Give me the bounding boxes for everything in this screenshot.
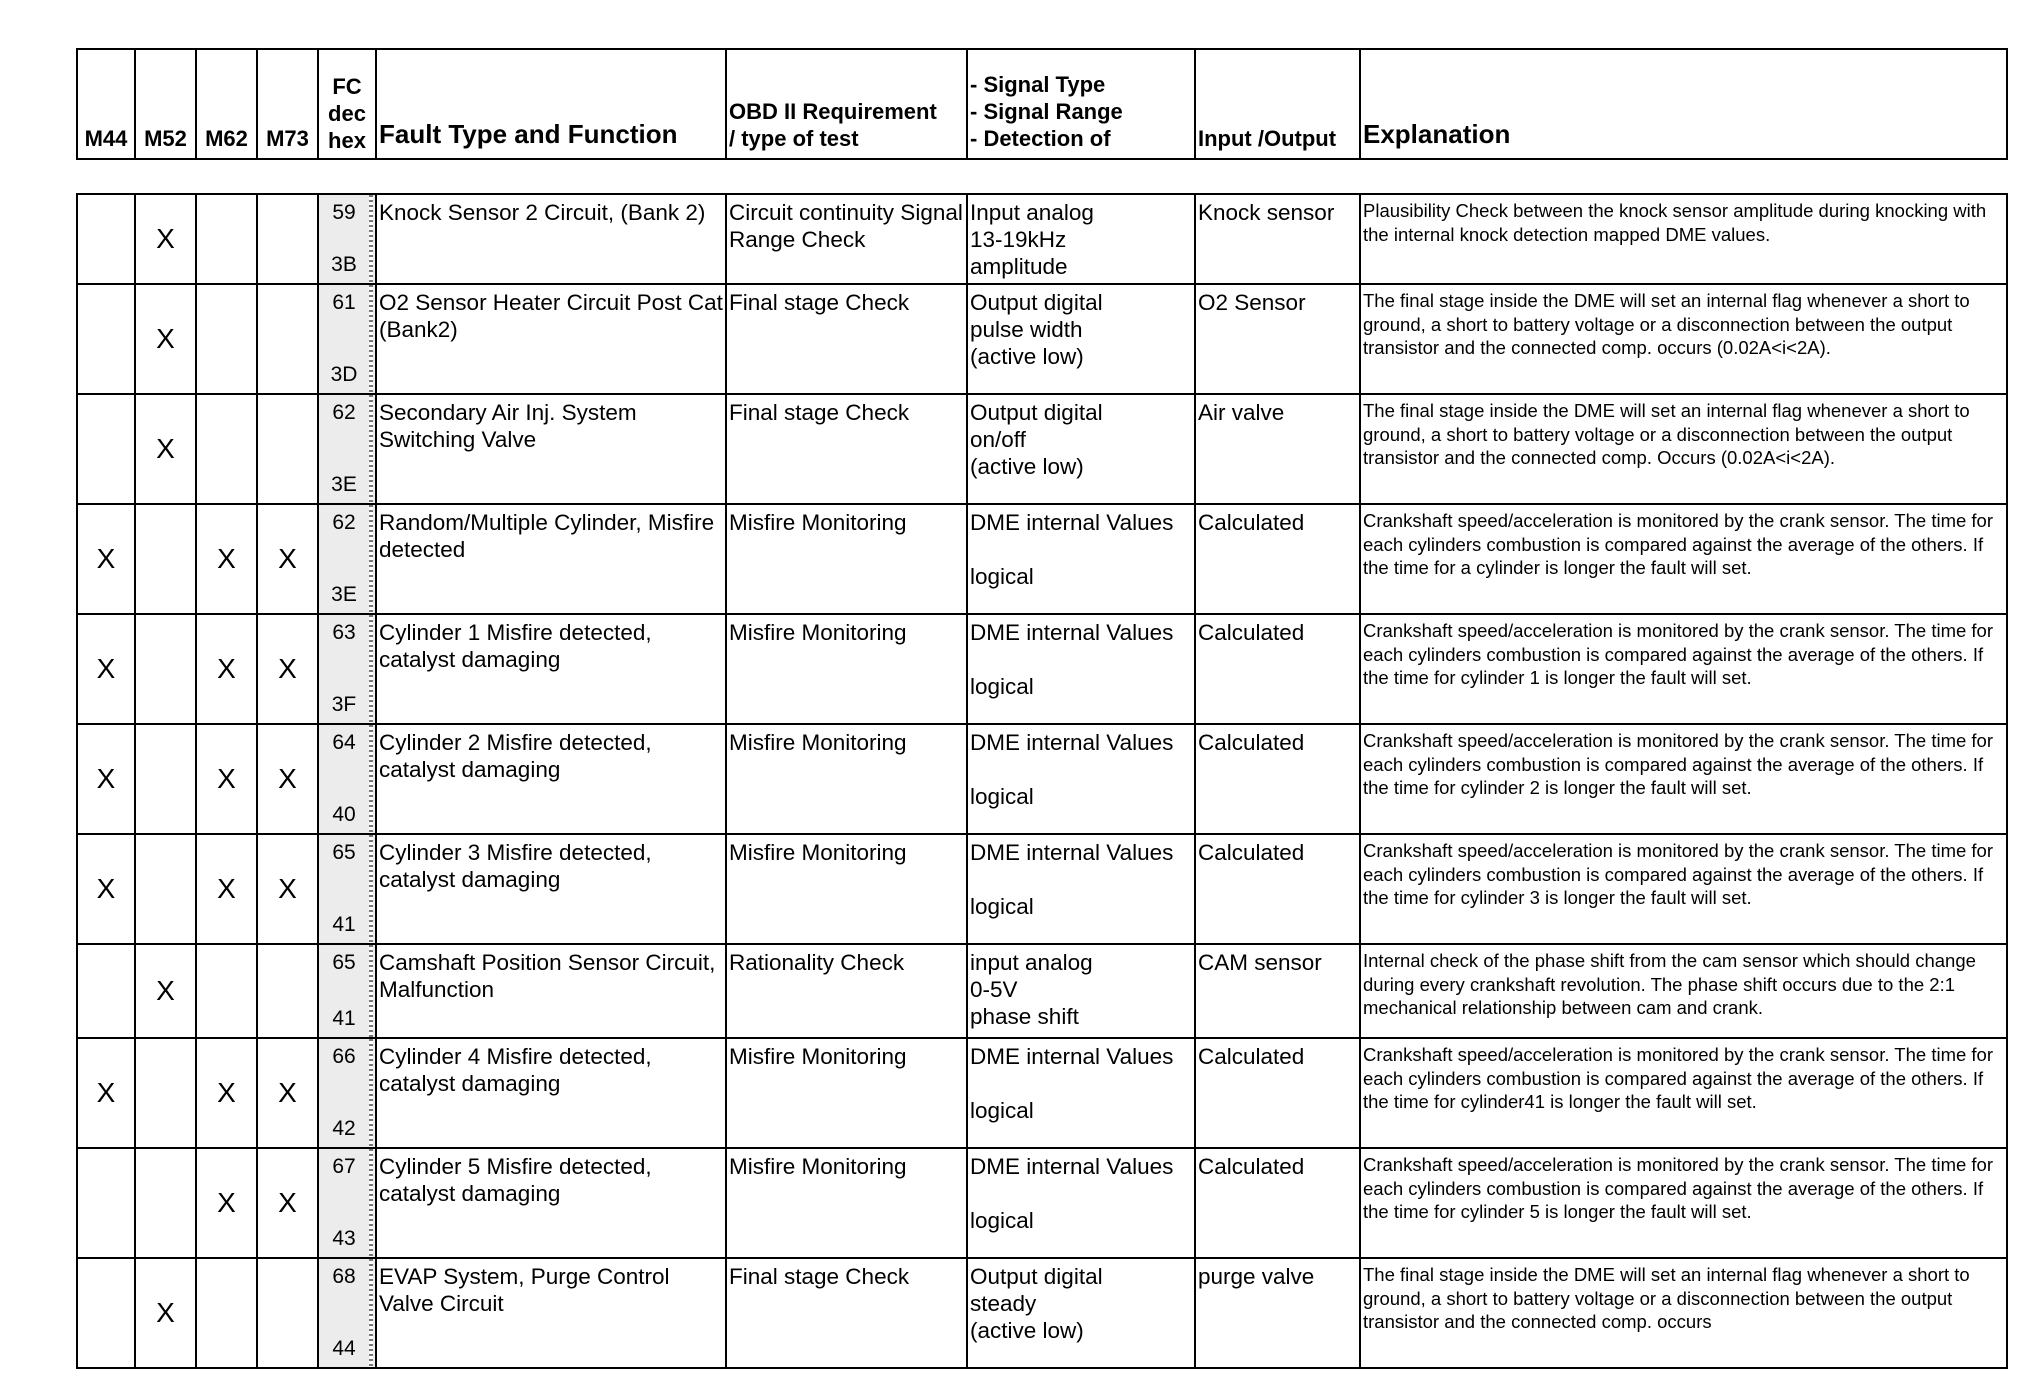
obd-requirement-cell: Misfire Monitoring: [726, 834, 967, 944]
fault-code-dec: 61: [332, 291, 356, 314]
fault-code-dec: 68: [332, 1265, 356, 1288]
signal-line: (active low): [970, 1318, 1084, 1343]
header-obd-line2: / type of test: [729, 126, 859, 151]
code-cell-shading: [369, 1039, 373, 1147]
fault-code-cell: [318, 1038, 376, 1148]
engine-mark-m44: [77, 944, 135, 1038]
obd-requirement-cell: Final stage Check: [726, 394, 967, 504]
engine-mark-m73: [257, 194, 318, 284]
fault-type-cell: Camshaft Position Sensor Circuit, Malfunction: [376, 944, 726, 1038]
explanation-cell: Plausibility Check between the knock sensor amplitude during knocking with the internal knock detection mapped DME values.: [1360, 194, 2007, 284]
engine-mark-m73: [257, 944, 318, 1038]
fault-code-hex: 40: [332, 803, 356, 826]
fault-code-hex: 3E: [331, 473, 357, 496]
engine-mark-m52: [135, 834, 196, 944]
table-row: [77, 394, 2007, 504]
signal-line: [970, 1070, 1192, 1097]
obd-requirement-cell: Misfire Monitoring: [726, 614, 967, 724]
header-signal-line3: - Detection of: [970, 126, 1111, 151]
fault-code-dec: 65: [332, 951, 356, 974]
engine-mark-m44: X: [77, 724, 135, 834]
engine-mark-m62: X: [196, 724, 257, 834]
signal-line: logical: [970, 1098, 1034, 1123]
engine-mark-m52: [135, 724, 196, 834]
fault-code-dec: 63: [332, 621, 356, 644]
explanation-cell: The final stage inside the DME will set an internal flag whenever a short to ground, a short to battery voltage or a disconnection between the output transistor and the connected comp. occurs (0.02A<i<2A).: [1360, 284, 2007, 394]
signal-line: [970, 756, 1192, 783]
code-cell-shading: [369, 195, 373, 283]
fault-code-hex: 3F: [331, 693, 357, 716]
engine-mark-m73: X: [257, 1148, 318, 1258]
table-row: [77, 1258, 2007, 1368]
header-signal-line1: - Signal Type: [970, 72, 1106, 97]
explanation-cell: Crankshaft speed/acceleration is monitored by the crank sensor. The time for each cylinders combustion is compared against the average of the others. If the time for cylinder 1 is longer the fault will set.: [1360, 614, 2007, 724]
engine-mark-m52: [135, 1148, 196, 1258]
fault-code-cell: [318, 834, 376, 944]
signal-line: logical: [970, 564, 1034, 589]
engine-mark-m52: [135, 614, 196, 724]
signal-line: logical: [970, 1208, 1034, 1233]
engine-mark-m62: X: [196, 614, 257, 724]
signal-cell: [967, 1148, 1195, 1258]
explanation-cell: Crankshaft speed/acceleration is monitored by the crank sensor. The time for each cylinders combustion is compared against the average of the others. If the time for cylinder 5 is longer the fault will set.: [1360, 1148, 2007, 1258]
engine-mark-m44: [77, 194, 135, 284]
signal-line: pulse width: [970, 317, 1083, 342]
signal-cell: [967, 944, 1195, 1038]
signal-cell: [967, 614, 1195, 724]
engine-mark-m52: X: [135, 284, 196, 394]
signal-line: DME internal Values: [970, 840, 1174, 865]
table-row: [77, 1038, 2007, 1148]
table-row: [77, 284, 2007, 394]
fault-code-dec: 62: [332, 401, 356, 424]
table-row: [77, 194, 2007, 284]
signal-line: logical: [970, 784, 1034, 809]
fault-code-cell: [318, 1258, 376, 1368]
input-output-cell: purge valve: [1195, 1258, 1360, 1368]
engine-mark-m44: X: [77, 834, 135, 944]
fault-code-dec: 64: [332, 731, 356, 754]
header-m44: M44: [77, 49, 135, 159]
header-fc-line2: dec: [328, 101, 366, 126]
signal-cell: [967, 724, 1195, 834]
engine-mark-m52: X: [135, 1258, 196, 1368]
engine-mark-m73: X: [257, 504, 318, 614]
header-obd: [726, 49, 967, 159]
header-m73: M73: [257, 49, 318, 159]
signal-cell: [967, 394, 1195, 504]
signal-line: [970, 646, 1192, 673]
signal-cell: [967, 1258, 1195, 1368]
engine-mark-m62: [196, 284, 257, 394]
input-output-cell: Calculated: [1195, 724, 1360, 834]
engine-mark-m44: [77, 1148, 135, 1258]
header-fc: [318, 49, 376, 159]
fault-code-hex: 44: [332, 1337, 356, 1360]
table-row: [77, 944, 2007, 1038]
engine-mark-m62: [196, 394, 257, 504]
signal-line: 0-5V: [970, 977, 1018, 1002]
header-input-output: Input /Output: [1195, 49, 1360, 159]
obd-requirement-cell: Final stage Check: [726, 284, 967, 394]
signal-line: Output digital: [970, 400, 1103, 425]
engine-mark-m44: X: [77, 614, 135, 724]
engine-mark-m62: X: [196, 1038, 257, 1148]
fault-code-cell: [318, 944, 376, 1038]
header-m52: M52: [135, 49, 196, 159]
engine-mark-m52: X: [135, 394, 196, 504]
fault-type-cell: Cylinder 2 Misfire detected, catalyst damaging: [376, 724, 726, 834]
fault-type-cell: Secondary Air Inj. System Switching Valve: [376, 394, 726, 504]
engine-mark-m52: [135, 504, 196, 614]
explanation-cell: Crankshaft speed/acceleration is monitored by the crank sensor. The time for each cylinders combustion is compared against the average of the others. If the time for a cylinder is longer the fault will set.: [1360, 504, 2007, 614]
engine-mark-m73: X: [257, 724, 318, 834]
input-output-cell: Calculated: [1195, 1148, 1360, 1258]
engine-mark-m62: X: [196, 1148, 257, 1258]
fault-code-cell: [318, 614, 376, 724]
input-output-cell: O2 Sensor: [1195, 284, 1360, 394]
signal-line: amplitude: [970, 254, 1068, 279]
fault-code-cell: [318, 724, 376, 834]
engine-mark-m52: X: [135, 194, 196, 284]
signal-line: input analog: [970, 950, 1093, 975]
engine-mark-m44: [77, 284, 135, 394]
signal-cell: [967, 1038, 1195, 1148]
signal-line: steady: [970, 1291, 1037, 1316]
signal-line: [970, 536, 1192, 563]
input-output-cell: Air valve: [1195, 394, 1360, 504]
code-cell-shading: [369, 725, 373, 833]
signal-line: [970, 866, 1192, 893]
engine-mark-m62: [196, 194, 257, 284]
table-row: [77, 724, 2007, 834]
engine-mark-m73: X: [257, 1038, 318, 1148]
input-output-cell: Calculated: [1195, 504, 1360, 614]
fault-code-hex: 42: [332, 1117, 356, 1140]
engine-mark-m44: [77, 394, 135, 504]
engine-mark-m62: [196, 944, 257, 1038]
signal-line: logical: [970, 674, 1034, 699]
engine-mark-m73: [257, 394, 318, 504]
engine-mark-m44: [77, 1258, 135, 1368]
fault-type-cell: Cylinder 4 Misfire detected, catalyst damaging: [376, 1038, 726, 1148]
signal-line: Output digital: [970, 1264, 1103, 1289]
explanation-cell: The final stage inside the DME will set an internal flag whenever a short to ground, a short to battery voltage or a disconnection between the output transistor and the connected comp. Occurs (0.02A<i<2A).: [1360, 394, 2007, 504]
engine-mark-m44: X: [77, 504, 135, 614]
signal-line: Input analog: [970, 200, 1094, 225]
input-output-cell: CAM sensor: [1195, 944, 1360, 1038]
header-obd-line1: OBD II Requirement: [729, 99, 937, 124]
header-signal: [967, 49, 1195, 159]
engine-mark-m52: [135, 1038, 196, 1148]
fault-type-cell: Cylinder 3 Misfire detected, catalyst damaging: [376, 834, 726, 944]
signal-line: [970, 1180, 1192, 1207]
signal-line: logical: [970, 894, 1034, 919]
code-cell-shading: [369, 395, 373, 503]
signal-line: Output digital: [970, 290, 1103, 315]
header-fc-line1: FC: [332, 74, 362, 99]
table-row: [77, 1148, 2007, 1258]
code-cell-shading: [369, 505, 373, 613]
code-cell-shading: [369, 945, 373, 1037]
fault-code-hex: 3B: [331, 253, 357, 276]
fault-code-hex: 3D: [330, 363, 358, 386]
code-cell-shading: [369, 1149, 373, 1257]
fault-code-cell: [318, 194, 376, 284]
obd-requirement-cell: Circuit continuity Signal Range Check: [726, 194, 967, 284]
signal-line: DME internal Values: [970, 1154, 1174, 1179]
input-output-cell: Calculated: [1195, 1038, 1360, 1148]
obd-requirement-cell: Final stage Check: [726, 1258, 967, 1368]
fault-code-dec: 62: [332, 511, 356, 534]
engine-mark-m73: X: [257, 834, 318, 944]
table-row: [77, 834, 2007, 944]
obd-requirement-cell: Misfire Monitoring: [726, 1038, 967, 1148]
fault-table-body: [77, 194, 2007, 1368]
fault-code-dec: 65: [332, 841, 356, 864]
signal-cell: [967, 194, 1195, 284]
fault-code-cell: [318, 504, 376, 614]
signal-line: phase shift: [970, 1004, 1079, 1029]
header-m62: M62: [196, 49, 257, 159]
explanation-cell: Crankshaft speed/acceleration is monitored by the crank sensor. The time for each cylinders combustion is compared against the average of the others. If the time for cylinder41 is longer the fault will set.: [1360, 1038, 2007, 1148]
code-cell-shading: [369, 615, 373, 723]
fault-code-dec: 66: [332, 1045, 356, 1068]
engine-mark-m73: [257, 284, 318, 394]
explanation-cell: The final stage inside the DME will set an internal flag whenever a short to ground, a short to battery voltage or a disconnection between the output transistor and the connected comp. occurs: [1360, 1258, 2007, 1368]
table-row: [77, 614, 2007, 724]
header-fault-type: Fault Type and Function: [376, 49, 726, 159]
fault-code-hex: 43: [332, 1227, 356, 1250]
input-output-cell: Knock sensor: [1195, 194, 1360, 284]
engine-mark-m62: [196, 1258, 257, 1368]
fault-code-hex: 41: [332, 913, 356, 936]
fault-code-dec: 67: [332, 1155, 356, 1178]
code-cell-shading: [369, 285, 373, 393]
fault-code-dec: 59: [332, 201, 356, 224]
obd-requirement-cell: Misfire Monitoring: [726, 724, 967, 834]
signal-line: DME internal Values: [970, 730, 1174, 755]
header-signal-line2: - Signal Range: [970, 99, 1123, 124]
obd-requirement-cell: Misfire Monitoring: [726, 504, 967, 614]
signal-cell: [967, 284, 1195, 394]
header-table: [76, 48, 2008, 160]
engine-mark-m73: [257, 1258, 318, 1368]
input-output-cell: Calculated: [1195, 834, 1360, 944]
obd-requirement-cell: Rationality Check: [726, 944, 967, 1038]
obd-requirement-cell: Misfire Monitoring: [726, 1148, 967, 1258]
signal-cell: [967, 504, 1195, 614]
signal-line: on/off: [970, 427, 1026, 452]
code-cell-shading: [369, 835, 373, 943]
fault-code-hex: 41: [332, 1007, 356, 1030]
fault-table: [76, 193, 2008, 1369]
fault-type-cell: Random/Multiple Cylinder, Misfire detected: [376, 504, 726, 614]
fault-type-cell: Cylinder 1 Misfire detected, catalyst damaging: [376, 614, 726, 724]
engine-mark-m44: X: [77, 1038, 135, 1148]
header-explanation: Explanation: [1360, 49, 2007, 159]
code-cell-shading: [369, 1259, 373, 1367]
signal-cell: [967, 834, 1195, 944]
table-row: [77, 504, 2007, 614]
signal-line: (active low): [970, 344, 1084, 369]
fault-code-cell: [318, 394, 376, 504]
explanation-cell: Internal check of the phase shift from the cam sensor which should change during every crankshaft revolution. The phase shift occurs due to the 2:1 mechanical relationship between cam and crank.: [1360, 944, 2007, 1038]
engine-mark-m62: X: [196, 504, 257, 614]
signal-line: DME internal Values: [970, 1044, 1174, 1069]
fault-code-cell: [318, 1148, 376, 1258]
input-output-cell: Calculated: [1195, 614, 1360, 724]
engine-mark-m73: X: [257, 614, 318, 724]
signal-line: 13-19kHz: [970, 227, 1067, 252]
explanation-cell: Crankshaft speed/acceleration is monitored by the crank sensor. The time for each cylinders combustion is compared against the average of the others. If the time for cylinder 2 is longer the fault will set.: [1360, 724, 2007, 834]
signal-line: (active low): [970, 454, 1084, 479]
fault-code-cell: [318, 284, 376, 394]
fault-code-hex: 3E: [331, 583, 357, 606]
fault-type-cell: Knock Sensor 2 Circuit, (Bank 2): [376, 194, 726, 284]
header-fc-line3: hex: [328, 128, 366, 153]
signal-line: DME internal Values: [970, 620, 1174, 645]
fault-type-cell: O2 Sensor Heater Circuit Post Cat (Bank2): [376, 284, 726, 394]
engine-mark-m52: X: [135, 944, 196, 1038]
engine-mark-m62: X: [196, 834, 257, 944]
signal-line: DME internal Values: [970, 510, 1174, 535]
fault-type-cell: EVAP System, Purge Control Valve Circuit: [376, 1258, 726, 1368]
explanation-cell: Crankshaft speed/acceleration is monitored by the crank sensor. The time for each cylinders combustion is compared against the average of the others. If the time for cylinder 3 is longer the fault will set.: [1360, 834, 2007, 944]
fault-type-cell: Cylinder 5 Misfire detected, catalyst damaging: [376, 1148, 726, 1258]
